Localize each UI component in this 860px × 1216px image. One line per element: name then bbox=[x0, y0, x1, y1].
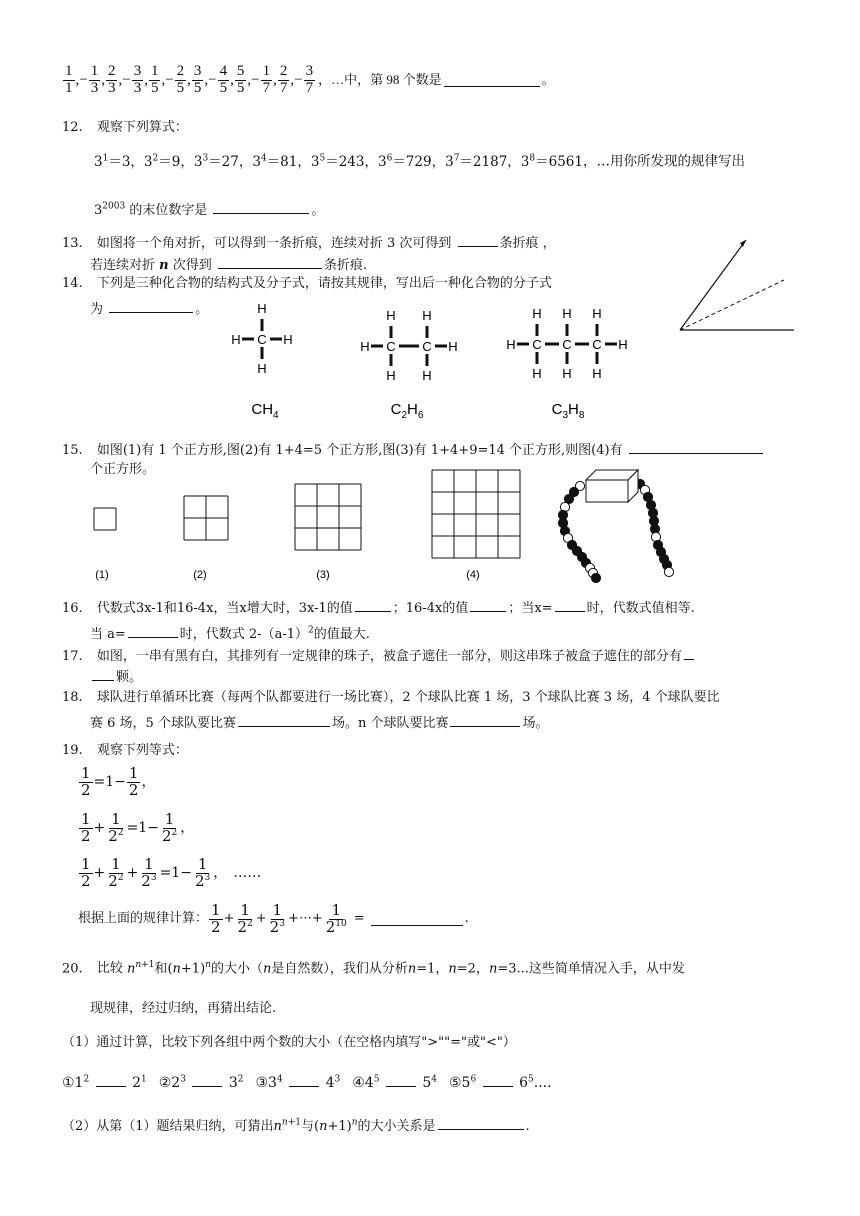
fraction: $\frac{2}{5}$ bbox=[176, 63, 185, 96]
square-grids-figure bbox=[80, 466, 540, 584]
hydrogen-atom: H bbox=[506, 337, 516, 352]
q13-text: 如图将一个角对折，可以得到一条折痕，连续对折 3 次可得到 bbox=[96, 236, 452, 251]
q13-text: 若连续对折 bbox=[90, 258, 156, 273]
minus-sign: − bbox=[122, 72, 131, 89]
power-equation: ，$3^4=81$ bbox=[238, 153, 298, 170]
q16-text: 当 a= bbox=[90, 627, 126, 642]
q19-intro: 观察下列等式： bbox=[96, 743, 188, 758]
q16-blank-4[interactable] bbox=[128, 624, 178, 638]
carbon-atom: C bbox=[422, 339, 432, 354]
question-number: 15. bbox=[62, 443, 83, 458]
comma: , bbox=[290, 72, 295, 89]
variable-n: n bbox=[159, 258, 169, 273]
fraction: $\frac{3}{5}$ bbox=[193, 63, 202, 96]
figure-label: (1) bbox=[95, 569, 109, 581]
hydrogen-atom: H bbox=[360, 339, 370, 354]
comma: , bbox=[187, 72, 191, 89]
carbon-atom: C bbox=[592, 337, 602, 352]
comma: , bbox=[101, 72, 105, 89]
powers-list bbox=[94, 154, 583, 170]
comma: , bbox=[144, 72, 148, 89]
q19-eq2: $\frac{1}{2}$ + $\frac{1}{2^2}$ =1− $\frac{1}{2^2}$ ， bbox=[81, 810, 195, 845]
black-bead bbox=[591, 573, 600, 582]
fraction: $\frac{1}{5}$ bbox=[150, 63, 159, 96]
question-number: 14. bbox=[62, 276, 83, 291]
q14-line1 bbox=[62, 276, 552, 292]
q15-answer-blank[interactable] bbox=[629, 440, 763, 454]
hydrogen-atom: H bbox=[592, 366, 602, 381]
q14-text: 为 bbox=[90, 302, 104, 317]
figure-label: (3) bbox=[316, 569, 330, 581]
figure-label: (2) bbox=[193, 569, 207, 581]
q13-text-end: 条折痕 ， bbox=[499, 236, 556, 251]
q16-text: 代数式3x-1和16-4x，当x增大时，3x-1的值 bbox=[96, 601, 353, 616]
q15-text: 个正方形。 bbox=[90, 462, 156, 477]
q11-line bbox=[62, 64, 555, 97]
fraction: $\frac{1}{7}$ bbox=[262, 63, 271, 96]
fraction-sequence bbox=[62, 64, 316, 97]
q12-powers bbox=[94, 153, 745, 170]
q18-text: 赛 6 场，5 个球队要比赛 bbox=[90, 716, 236, 731]
power-base: 3 bbox=[94, 203, 103, 218]
q15-text: 如图(1)有 1 个正方形,图(2)有 1+4=5 个正方形,图(3)有 1+4+9=14 个正方形,则图(4)有 bbox=[96, 443, 623, 458]
q16-line1 bbox=[62, 598, 695, 617]
question-number: 18. bbox=[62, 690, 83, 705]
q19-eq3: $\frac{1}{2}$ + $\frac{1}{2^2}$ + $\frac{1}{2^3}$ =1− $\frac{1}{2^3}$ ， …… bbox=[81, 855, 262, 890]
comparison-pair: $③3^4$ $4^3$ bbox=[255, 1074, 341, 1091]
q20-text: 这些简单情况入手，从中发 bbox=[528, 961, 685, 977]
q20-text: 比较 bbox=[96, 961, 123, 977]
comparison-blank[interactable] bbox=[386, 1073, 416, 1087]
ellipsis: ⋯ bbox=[298, 911, 312, 927]
q20-text: 的大小关系是 bbox=[357, 1119, 436, 1134]
q13-line1 bbox=[62, 233, 556, 252]
q20-line1: 20. 比较 $n^{n+1}$和$(n+1)^n$的大小（n是自然数），我们从分析n=1，n=2，n=3...这些简单情况入手，从中发 bbox=[62, 960, 685, 977]
power-equation: ，$3^8=6561$ bbox=[507, 153, 583, 170]
bead-string-figure bbox=[548, 462, 698, 586]
q12-answer-blank[interactable] bbox=[213, 200, 309, 214]
q18-line1 bbox=[62, 690, 720, 706]
q16-text: ；16-4x的值 bbox=[392, 601, 469, 616]
power-equation: ，$3^5=243$ bbox=[297, 153, 365, 170]
question-number: 20. bbox=[62, 961, 83, 977]
fraction: $\frac{3}{3}$ bbox=[133, 63, 142, 96]
q14-answer-blank[interactable] bbox=[109, 299, 193, 313]
q20-text: 是自然数），我们从分析 bbox=[271, 961, 408, 977]
q12-title bbox=[62, 120, 188, 136]
q11-end: 。 bbox=[541, 72, 555, 88]
comma: , bbox=[204, 72, 209, 89]
q19-title bbox=[62, 743, 188, 759]
q11-answer-blank[interactable] bbox=[444, 73, 540, 87]
q17-blank-b[interactable] bbox=[92, 667, 114, 681]
q12-text: 的末位数字是 bbox=[129, 203, 208, 218]
structural-formulas bbox=[215, 296, 645, 426]
q17-line1 bbox=[62, 646, 696, 665]
covering-box bbox=[586, 470, 638, 502]
q20-text: 的大小（ bbox=[210, 961, 263, 977]
minus-sign: − bbox=[294, 72, 303, 89]
q16-blank-1[interactable] bbox=[355, 598, 391, 612]
hydrogen-atom: H bbox=[592, 306, 602, 321]
hydrogen-atom: H bbox=[283, 332, 293, 347]
q20-line2 bbox=[90, 1001, 276, 1017]
question-number: 19. bbox=[62, 743, 83, 758]
hydrogen-atom: H bbox=[618, 337, 628, 352]
fraction: $\frac{4}{5}$ bbox=[219, 63, 228, 96]
fraction: $\frac{1}{1}$ bbox=[65, 63, 73, 96]
comparison-pair: $⑤5^6$ $6^5$ bbox=[449, 1074, 534, 1091]
q13-blank-1[interactable] bbox=[458, 233, 498, 247]
comparison-blank[interactable] bbox=[192, 1073, 222, 1087]
q15-line1 bbox=[62, 440, 765, 459]
q19-answer-blank[interactable] bbox=[371, 912, 463, 926]
q19-calc: 根据上面的规律计算： $\frac{1}{2}$ + $\frac{1}{2^2}$ + $\frac{1}{2^3}$ + ⋯ + $\frac{1}{2^{10}}$ = . bbox=[78, 901, 469, 936]
q12-end: 。 bbox=[311, 203, 325, 218]
q16-text: 时，代数式值相等. bbox=[586, 601, 695, 616]
comma: , bbox=[75, 72, 80, 89]
q18-blank-2[interactable] bbox=[450, 713, 520, 727]
comma: , bbox=[118, 72, 123, 89]
q16-text: ；当x= bbox=[508, 601, 553, 616]
carbon-atom: C bbox=[532, 337, 542, 352]
comparison-pair: $②2^3$ $3^2$ bbox=[158, 1074, 244, 1091]
comparison-blank[interactable] bbox=[483, 1073, 513, 1087]
white-bead bbox=[664, 567, 673, 576]
fraction: $\frac{2}{3}$ bbox=[107, 63, 116, 96]
hydrogen-atom: H bbox=[422, 368, 432, 383]
power-equation: ，$3^6=729$ bbox=[364, 153, 432, 170]
q20-part1-text: （1）通过计算，比较下列各组中两个数的大小（在空格内填写">""="或"<"） bbox=[62, 1035, 516, 1050]
carbon-atom: C bbox=[257, 332, 267, 347]
q13-text-end: 条折痕. bbox=[323, 258, 368, 273]
molecular-formula-3: $C_3H_8$ bbox=[551, 401, 585, 421]
hydrogen-atom: H bbox=[532, 366, 542, 381]
hydrogen-atom: H bbox=[386, 368, 396, 383]
q16-blank-2[interactable] bbox=[470, 598, 506, 612]
q13-line2 bbox=[90, 255, 367, 274]
q17-text: 如图，一串有黑有白，其排列有一定规律的珠子，被盒子遮住一部分，则这串珠子被盒子遮住的部分有 bbox=[96, 649, 682, 664]
q18-blank-1[interactable] bbox=[238, 713, 330, 727]
q19-dots: …… bbox=[233, 864, 262, 881]
fraction: $\frac{3}{7}$ bbox=[305, 63, 314, 96]
hydrogen-atom: H bbox=[257, 361, 267, 376]
square-grid-2 bbox=[184, 496, 228, 540]
q14-line2 bbox=[90, 299, 208, 318]
comparison-pair: $④4^5$ $5^4$ bbox=[352, 1074, 437, 1091]
comma: , bbox=[247, 72, 252, 89]
square-grid-4 bbox=[432, 470, 520, 558]
q20-answer-blank[interactable] bbox=[438, 1116, 524, 1130]
q12-line2 bbox=[94, 200, 325, 219]
power-equation: $3^1=3$ bbox=[94, 153, 131, 170]
power-exponent: 2003 bbox=[102, 201, 126, 212]
q11-tail: ，…中，第 98 个数是 bbox=[318, 72, 442, 88]
minus-sign: − bbox=[208, 72, 217, 89]
q20-text: 现规律，经过归纳，再猜出结论. bbox=[90, 1001, 277, 1016]
q17-line2 bbox=[90, 667, 142, 686]
q18-text: 球队进行单循环比赛（每两个队都要进行一场比赛），2 个球队比赛 1 场，3 个球队比赛 3 场，4 个球队要比 bbox=[96, 690, 720, 705]
square-grid-3 bbox=[295, 484, 361, 550]
q16-line2 bbox=[90, 624, 370, 643]
q16-text: 的值最大. bbox=[313, 627, 370, 642]
q12-powers-tail: ，…用你所发现的规律写出 bbox=[582, 153, 745, 170]
hydrogen-atom: H bbox=[386, 308, 396, 323]
q13-text: 次得到 bbox=[172, 258, 212, 273]
square-grid-1 bbox=[94, 508, 116, 530]
carbon-atom: C bbox=[386, 339, 396, 354]
comma: , bbox=[161, 72, 166, 89]
minus-sign: − bbox=[251, 72, 260, 89]
power-exponent: 2 bbox=[308, 625, 314, 636]
question-number: 17. bbox=[62, 649, 83, 664]
comparison-pairs bbox=[62, 1075, 534, 1091]
power-equation: ，$3^7=2187$ bbox=[431, 153, 508, 170]
hydrogen-atom: H bbox=[422, 308, 432, 323]
comma: , bbox=[273, 72, 277, 89]
q20-text-end: . bbox=[525, 1119, 530, 1134]
q18-line2 bbox=[90, 713, 548, 732]
minus-sign: − bbox=[165, 72, 174, 89]
hydrogen-atom: H bbox=[231, 332, 241, 347]
hydrogen-atom: H bbox=[448, 339, 458, 354]
hydrogen-atom: H bbox=[532, 306, 542, 321]
fraction: $\frac{5}{5}$ bbox=[236, 63, 245, 96]
q12-intro: 观察下列算式： bbox=[96, 120, 188, 135]
q18-text: 场。n 个球队要比赛 bbox=[331, 716, 449, 731]
question-number: 16. bbox=[62, 601, 83, 616]
comparison-blank[interactable] bbox=[96, 1073, 126, 1087]
q20-pairs bbox=[62, 1073, 552, 1092]
q20-text: 和 bbox=[154, 961, 168, 977]
pairs-end: .... bbox=[533, 1075, 552, 1091]
q17-blank-a[interactable] bbox=[684, 646, 694, 660]
folded-angle-figure bbox=[670, 232, 800, 338]
q17-text: 颗。 bbox=[116, 670, 143, 685]
question-number: 13. bbox=[62, 236, 83, 251]
power-equation: ，$3^3=27$ bbox=[180, 153, 239, 170]
q18-text: 场。 bbox=[522, 716, 549, 731]
q20-part1 bbox=[62, 1035, 516, 1051]
q14-text: 下列是三种化合物的结构式及分子式，请按其规律，写出后一种化合物的分子式 bbox=[96, 276, 552, 291]
q20-text: 与 bbox=[301, 1119, 315, 1134]
q16-text: 时，代数式 2-（a-1） bbox=[179, 627, 308, 642]
q20-text: （2）从第（1）题结果归纳，可猜出 bbox=[62, 1119, 274, 1134]
q13-blank-2[interactable] bbox=[218, 255, 322, 269]
q19-calc-label: 根据上面的规律计算： bbox=[78, 911, 209, 927]
hydrogen-atom: H bbox=[562, 306, 572, 321]
question-number: 12. bbox=[62, 120, 83, 135]
minus-sign: − bbox=[79, 72, 88, 89]
q16-blank-3[interactable] bbox=[555, 598, 585, 612]
molecular-formula-1: $CH_4$ bbox=[251, 401, 279, 421]
comma: , bbox=[230, 72, 234, 89]
fraction: $\frac{1}{3}$ bbox=[90, 63, 99, 96]
power-equation: ，$3^2=9$ bbox=[130, 153, 181, 170]
comparison-blank[interactable] bbox=[289, 1073, 319, 1087]
fraction: $\frac{2}{7}$ bbox=[279, 63, 288, 96]
q14-text-end: 。 bbox=[195, 302, 209, 317]
molecular-formula-2: $C_2H_6$ bbox=[390, 401, 424, 421]
figure-label: (4) bbox=[466, 569, 480, 581]
q20-part2: （2）从第（1）题结果归纳，可猜出$n^{n+1}$与$(n+1)^n$的大小关系是 . bbox=[62, 1117, 530, 1134]
q19-eq1: $\frac{1}{2}$ =1− $\frac{1}{2}$ ， bbox=[81, 764, 156, 799]
hydrogen-atom: H bbox=[257, 301, 267, 316]
carbon-atom: C bbox=[562, 337, 572, 352]
hydrogen-atom: H bbox=[562, 366, 572, 381]
comparison-pair: $①1^2$ $2^1$ bbox=[62, 1074, 147, 1091]
